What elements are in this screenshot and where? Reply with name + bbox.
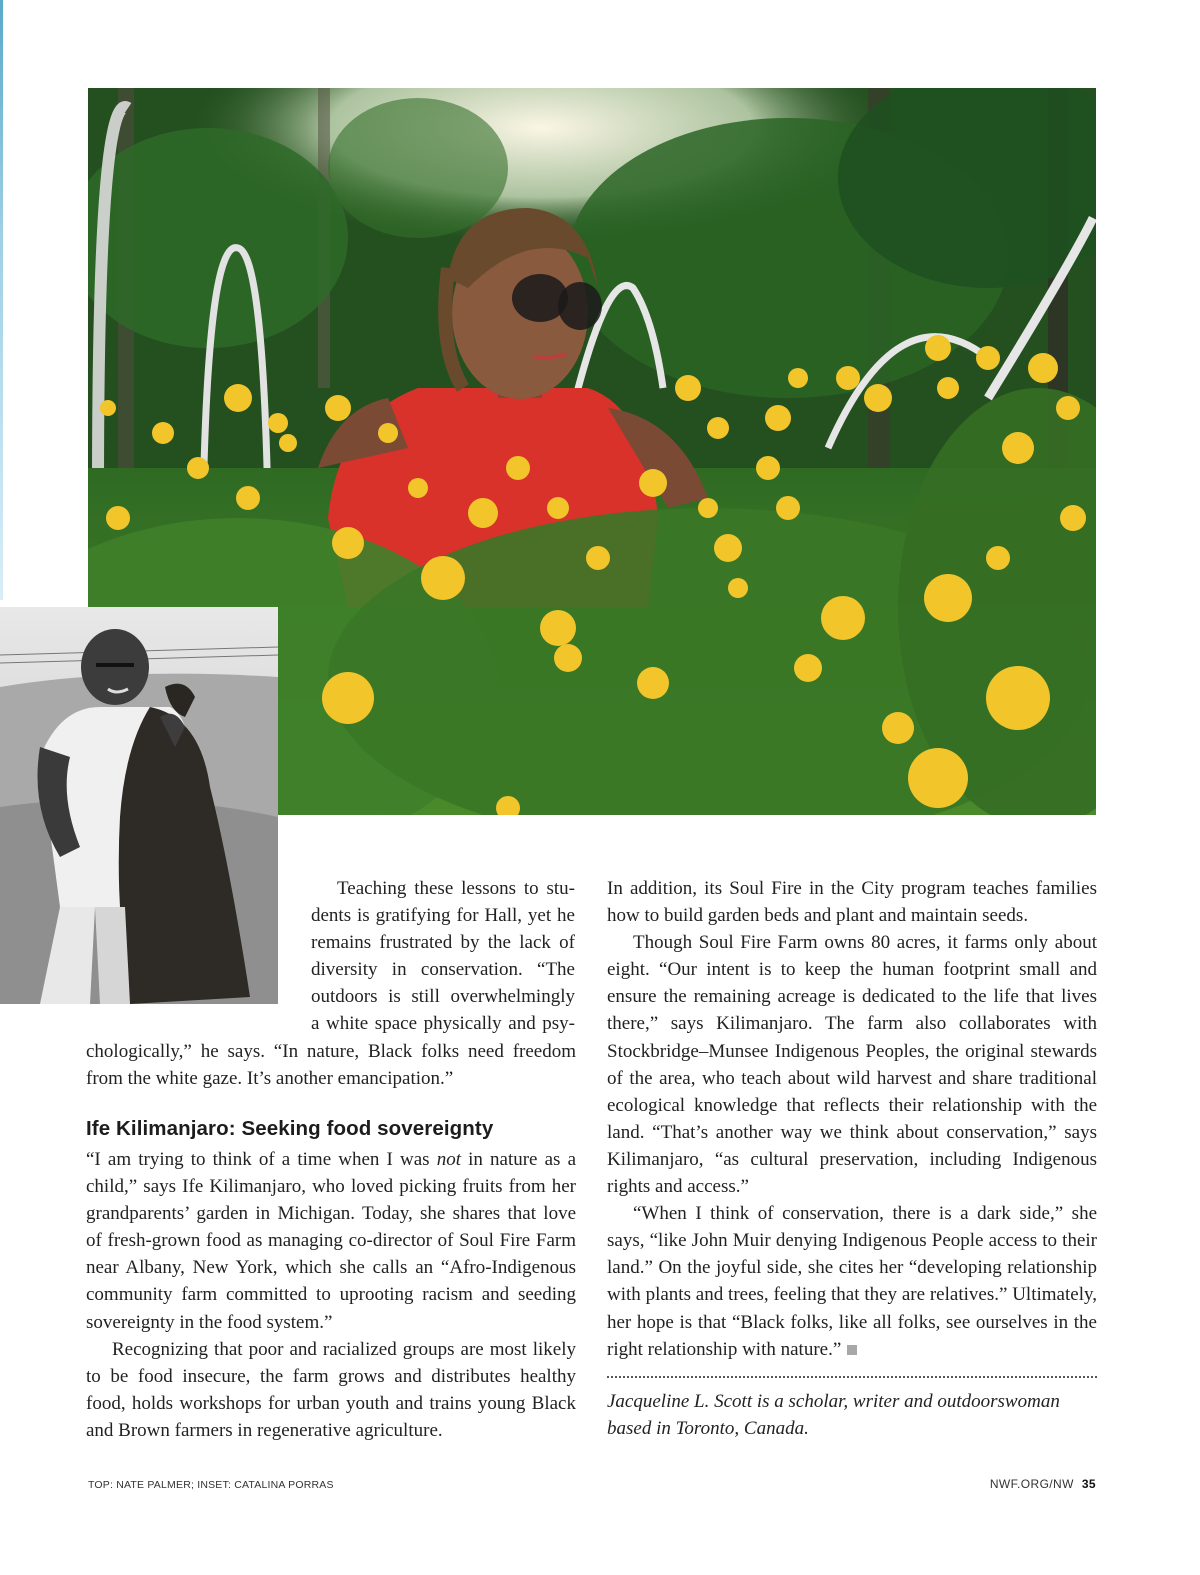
wrap-line: Teaching these lessons to stu-	[337, 878, 575, 899]
wrap-line: a white space physically and psy-	[311, 1013, 575, 1035]
wrap-line: outdoors is still overwhelmingly	[311, 986, 575, 1008]
text-run: “When I think of conservation, there is a dark side,” she says, “like John Muir denying Indigenous People access to their land.” On the joyful side, she cites her “developing relationship with plants and trees, feeling that they are relatives.” Ultimately, her hope is that “Black folks, like all folks, see ourselves in the right relationship with nature.”	[607, 1203, 1097, 1360]
inset-photo	[0, 607, 278, 1004]
paragraph-ife-1	[86, 1146, 576, 1336]
dotted-divider	[607, 1376, 1097, 1378]
italic-emphasis: not	[436, 1149, 461, 1170]
page-footer	[990, 1477, 1096, 1491]
paragraph-right-2: Though Soul Fire Farm owns 80 acres, it farms only about eight. “Our intent is to keep the human footprint small and ensure the remaining acreage is dedicated to the life that lives there,” says Kilimanjaro. The farm also collaborates with Stockbridge–Munsee Indigenous Peoples, the original stewards of the area, who teach about wild harvest and share traditional ecological knowledge that reflects their relationship with the land. “That’s another way we think about conservation,” says Kilimanjaro, “as cultural preservation, including Indigenous rights and access.”	[607, 932, 1097, 1198]
section-subhead: Ife Kilimanjaro: Seeking food sovereignty	[86, 1117, 494, 1140]
page-number: 35	[1081, 1477, 1096, 1491]
paragraph-ife-2: Recognizing that poor and racialized groups are most likely to be food insecure, the farm grows and distributes healthy food, holds workshops for urban youth and trains young Black and Brown farmers in regenerative agriculture.	[86, 1338, 576, 1441]
site-url: NWF.ORG/NW	[989, 1477, 1074, 1491]
paragraph-right-1: In addition, its Soul Fire in the City program teaches families how to build garden beds and plant and maintain seeds.	[607, 878, 1097, 927]
text-run: in nature as a child,” says Ife Kilimanjaro, who loved picking fruits from her grandparents’ garden in Michigan. Today, she shares that love of fresh-grown food as managing co-director of Soul Fire Farm near Albany, New York, which she calls an “Afro-Indigenous community farm committed to uprooting racism and seeding sovereignty in the food system.”	[86, 1149, 576, 1333]
paragraph-continuation: chologically,” he says. “In nature, Black folks need freedom from the white gaze. It’s another emancipation.”	[86, 1041, 576, 1090]
page-edge-strip	[0, 0, 3, 600]
left-column-ife	[86, 1146, 576, 1444]
photo-credits: TOP: NATE PALMER; INSET: CATALINA PORRAS	[88, 1479, 334, 1491]
wrap-line: dents is gratifying for Hall, yet he	[311, 905, 575, 927]
right-column	[607, 875, 1097, 1363]
wrap-line: remains frustrated by the lack of	[311, 932, 575, 954]
text-run: “I am trying to think of a time when I was	[86, 1149, 437, 1170]
wrap-text-block	[311, 875, 575, 1038]
paragraph-right-3	[607, 1200, 1097, 1363]
wrap-line: diversity in conservation. “The	[311, 959, 575, 981]
left-column	[86, 1038, 576, 1092]
author-bio: Jacqueline L. Scott is a scholar, writer and outdoorswoman based in Toronto, Canada.	[607, 1391, 1060, 1439]
photo-man-holding-eagle-icon	[0, 607, 278, 1004]
end-mark-icon	[847, 1345, 857, 1355]
